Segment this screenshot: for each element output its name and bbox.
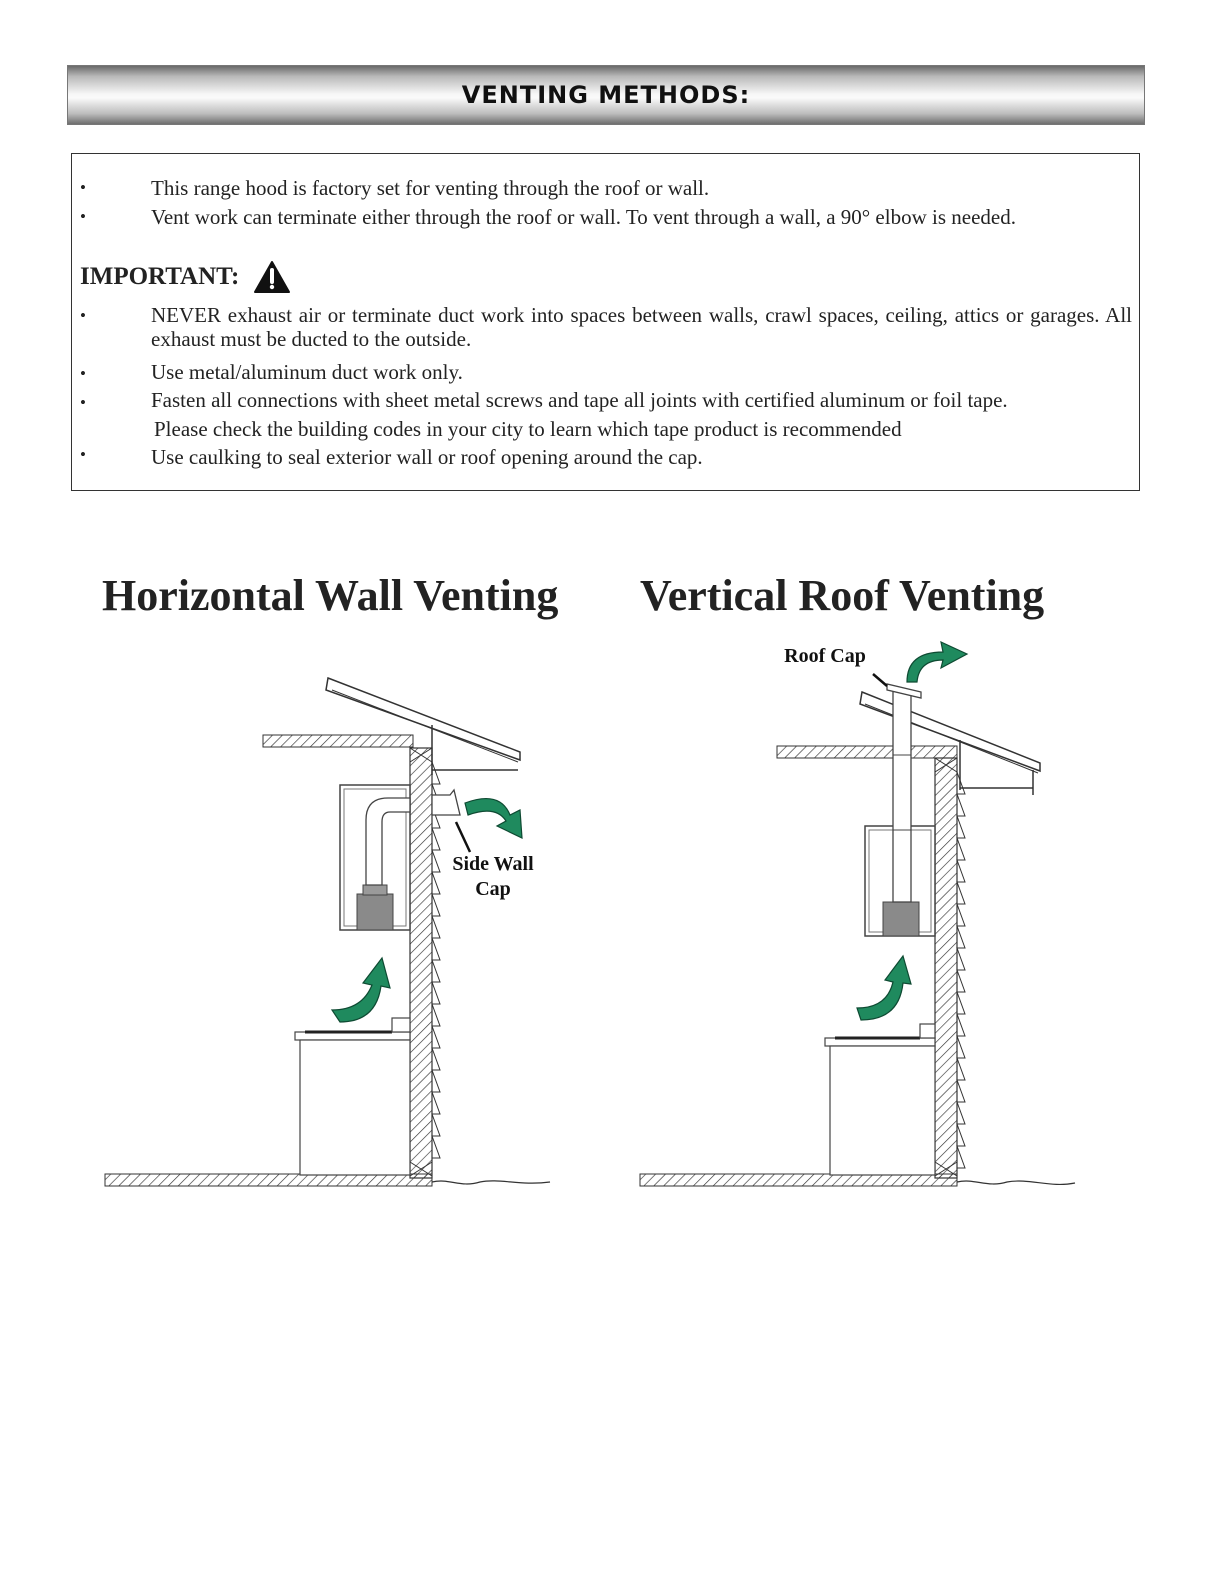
important-heading: IMPORTANT: bbox=[80, 260, 291, 294]
bullet: • bbox=[80, 306, 86, 325]
side-wall-cap bbox=[432, 790, 460, 815]
warning-triangle-icon bbox=[253, 260, 291, 294]
horizontal-wall-venting-diagram bbox=[100, 630, 560, 1200]
bullet: • bbox=[80, 207, 86, 226]
exhaust-arrow bbox=[907, 642, 967, 682]
bullet: • bbox=[80, 364, 86, 383]
siding bbox=[432, 762, 440, 1158]
vertical-diagram-title: Vertical Roof Venting bbox=[640, 571, 1045, 620]
section-title: VENTING METHODS: bbox=[461, 81, 751, 109]
important-item-1: NEVER exhaust air or terminate duct work into spaces between walls, crawl spaces, ceiling, attics or garages. All exhaust must be ducted to the outside. bbox=[151, 303, 1132, 351]
roof-cap-label: Roof Cap bbox=[784, 645, 866, 667]
side-wall-cap-label-2: Cap bbox=[475, 878, 511, 900]
rising-air-arrow bbox=[332, 958, 390, 1022]
hood-blower bbox=[883, 902, 919, 936]
important-item-2: Use metal/aluminum duct work only. bbox=[151, 360, 463, 384]
intro-item-2: Vent work can terminate either through the roof or wall. To vent through a wall, a 90° elbow is needed. bbox=[151, 205, 1016, 229]
vertical-roof-venting-diagram bbox=[635, 630, 1095, 1200]
ground bbox=[432, 1181, 550, 1184]
hood-blower bbox=[357, 894, 393, 930]
ceiling bbox=[263, 735, 413, 747]
exterior-wall bbox=[410, 748, 432, 1178]
floor bbox=[105, 1174, 432, 1186]
section-header-banner bbox=[67, 65, 1145, 125]
floor bbox=[640, 1174, 957, 1186]
horizontal-diagram-title: Horizontal Wall Venting bbox=[102, 571, 559, 620]
important-item-3: Fasten all connections with sheet metal screws and tape all joints with certified aluminum or foil tape. bbox=[151, 388, 1008, 412]
ceiling bbox=[777, 746, 957, 758]
bullet: • bbox=[80, 393, 86, 412]
cooktop-cabinet bbox=[295, 1018, 410, 1175]
rising-air-arrow bbox=[857, 956, 911, 1020]
ground bbox=[957, 1181, 1075, 1184]
intro-item-1: This range hood is factory set for venting through the roof or wall. bbox=[151, 176, 710, 200]
exhaust-arrow bbox=[465, 799, 522, 838]
siding bbox=[957, 772, 965, 1168]
exterior-wall bbox=[935, 758, 957, 1178]
important-item-3-note: Please check the building codes in your city to learn which tape product is recommended bbox=[154, 417, 902, 441]
side-wall-cap-label: Side Wall bbox=[452, 853, 534, 875]
vertical-duct bbox=[893, 690, 911, 902]
important-item-4: Use caulking to seal exterior wall or roof opening around the cap. bbox=[151, 445, 703, 469]
cooktop-cabinet bbox=[825, 1024, 935, 1175]
bullet: • bbox=[80, 178, 86, 197]
bullet: • bbox=[80, 445, 86, 464]
